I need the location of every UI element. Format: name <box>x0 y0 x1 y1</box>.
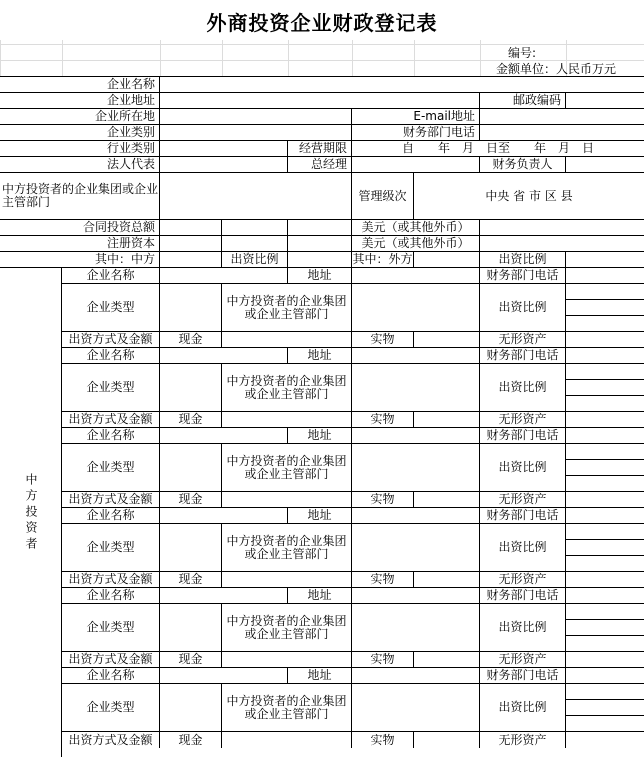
investor-ratio-label: 出资比例 <box>480 524 566 572</box>
investor-group-field[interactable] <box>352 604 480 652</box>
investor-group-label: 中方投资者的企业集团或企业主管部门 <box>222 444 352 492</box>
amount-unit-label: 金额单位：人民币万元 <box>496 62 617 76</box>
postal-code-field[interactable] <box>566 93 644 109</box>
investor-cash-label: 现金 <box>160 412 222 428</box>
investor-method-label: 出资方式及金额 <box>62 572 160 588</box>
investor-method-label: 出资方式及金额 <box>62 732 160 748</box>
industry-label: 行业类别 <box>0 141 160 157</box>
investor-address-field[interactable] <box>352 348 480 364</box>
of-which-foreign-label: 其中：外方 <box>352 252 413 266</box>
foreign-amount-field[interactable] <box>414 252 480 268</box>
investor-name-field[interactable] <box>160 348 288 364</box>
investor-address-label: 地址 <box>288 348 352 364</box>
investor-phone-field[interactable] <box>566 668 644 684</box>
investor-ratio-field[interactable] <box>566 524 644 540</box>
investor-ratio-label: 出资比例 <box>480 684 566 732</box>
registered-capital-field-2[interactable] <box>222 236 288 252</box>
investor-in-kind-label: 实物 <box>352 492 414 508</box>
investor-phone-field[interactable] <box>566 588 644 604</box>
registered-capital-field-3[interactable] <box>288 236 352 252</box>
investor-name-field[interactable] <box>160 668 288 684</box>
investor-phone-label: 财务部门电话 <box>480 668 566 684</box>
investor-ratio-field[interactable] <box>566 444 644 460</box>
investor-ratio-label: 出资比例 <box>480 604 566 652</box>
investor-intangible-field[interactable] <box>566 412 644 428</box>
chinese-group-label: 中方投资者的企业集团或企业主管部门 <box>0 173 160 220</box>
admin-level-options[interactable]: 中央 省 市 区 县 <box>414 173 644 220</box>
email-label: E-mail地址 <box>352 109 480 125</box>
finance-head-field[interactable] <box>566 157 644 173</box>
investor-in-kind-label: 实物 <box>352 412 414 428</box>
company-type-label: 企业类别 <box>0 125 160 141</box>
number-label: 编号: <box>508 46 537 60</box>
investor-type-field[interactable] <box>160 684 222 732</box>
investor-ratio-field[interactable] <box>566 556 644 572</box>
registered-capital-field-1[interactable] <box>160 236 222 252</box>
investor-ratio-field[interactable] <box>566 460 644 476</box>
investor-ratio-field[interactable] <box>566 476 644 492</box>
investor-cash-field[interactable] <box>222 332 352 348</box>
foreign-ratio-label: 出资比例 <box>480 252 566 268</box>
investor-ratio-field[interactable] <box>566 684 644 700</box>
investor-cash-label: 现金 <box>160 732 222 748</box>
investor-ratio-field[interactable] <box>566 540 644 556</box>
contract-currency-label: 美元（或其他外币） <box>352 220 480 236</box>
investor-name-field[interactable] <box>160 268 288 284</box>
investor-group-field[interactable] <box>352 684 480 732</box>
investor-cash-field[interactable] <box>222 492 352 508</box>
registered-capital-label: 注册资本 <box>0 236 160 252</box>
general-manager-label: 总经理 <box>288 157 352 173</box>
investor-ratio-label: 出资比例 <box>480 364 566 412</box>
investor-address-label: 地址 <box>288 268 352 284</box>
investor-intangible-label: 无形资产 <box>480 652 566 668</box>
company-name-field[interactable] <box>160 77 644 93</box>
investor-address-field[interactable] <box>352 428 480 444</box>
form-title: 外商投资企业财政登记表 <box>206 11 438 35</box>
of-which-chinese-label: 其中：中方 <box>0 252 160 268</box>
investor-in-kind-field[interactable] <box>414 332 480 348</box>
investor-ratio-field[interactable] <box>566 636 644 652</box>
investor-phone-field[interactable] <box>566 508 644 524</box>
company-address-field[interactable] <box>160 93 480 109</box>
investor-cash-field[interactable] <box>222 732 352 748</box>
general-manager-field[interactable] <box>352 157 480 173</box>
investor-name-field[interactable] <box>160 508 288 524</box>
investor-ratio-field[interactable] <box>566 316 644 332</box>
investor-intangible-field[interactable] <box>566 332 644 348</box>
investor-group-field[interactable] <box>352 284 480 332</box>
chinese-investor-side-label: 中方投资者 <box>0 268 62 757</box>
investor-type-field[interactable] <box>160 524 222 572</box>
investor-name-field[interactable] <box>160 588 288 604</box>
investor-in-kind-field[interactable] <box>414 732 480 748</box>
industry-field[interactable] <box>160 141 288 157</box>
operating-period-field[interactable]: 自 年 月 日至 年 月 日 <box>352 141 644 157</box>
investor-cash-label: 现金 <box>160 572 222 588</box>
legal-rep-field[interactable] <box>160 157 288 173</box>
investor-ratio-field[interactable] <box>566 364 644 380</box>
company-name-label: 企业名称 <box>0 77 160 93</box>
investor-phone-label: 财务部门电话 <box>480 588 566 604</box>
investor-type-label: 企业类型 <box>62 604 160 652</box>
operating-period-label: 经营期限 <box>288 141 352 157</box>
email-field[interactable] <box>480 109 644 125</box>
investor-phone-label: 财务部门电话 <box>480 268 566 284</box>
investor-group-field[interactable] <box>352 364 480 412</box>
investor-in-kind-label: 实物 <box>352 572 414 588</box>
investor-in-kind-field[interactable] <box>414 412 480 428</box>
investor-phone-field[interactable] <box>566 348 644 364</box>
investor-intangible-field[interactable] <box>566 572 644 588</box>
investor-method-label: 出资方式及金额 <box>62 652 160 668</box>
location-field[interactable] <box>160 109 352 125</box>
investor-ratio-field[interactable] <box>566 300 644 316</box>
foreign-ratio-field[interactable] <box>566 252 644 268</box>
investor-name-label: 企业名称 <box>62 268 160 284</box>
investor-method-label: 出资方式及金额 <box>62 332 160 348</box>
investor-phone-label: 财务部门电话 <box>480 428 566 444</box>
investor-in-kind-field[interactable] <box>414 572 480 588</box>
investor-ratio-field[interactable] <box>566 700 644 716</box>
investor-address-label: 地址 <box>288 668 352 684</box>
investor-cash-label: 现金 <box>160 652 222 668</box>
investor-type-field[interactable] <box>160 604 222 652</box>
investor-phone-field[interactable] <box>566 268 644 284</box>
investor-name-label: 企业名称 <box>62 588 160 604</box>
investor-in-kind-field[interactable] <box>414 492 480 508</box>
investor-intangible-label: 无形资产 <box>480 412 566 428</box>
investor-intangible-field[interactable] <box>566 732 644 748</box>
investor-intangible-label: 无形资产 <box>480 732 566 748</box>
investor-ratio-field[interactable] <box>566 380 644 396</box>
investor-ratio-label: 出资比例 <box>480 284 566 332</box>
chinese-group-field[interactable] <box>160 173 352 220</box>
investor-type-label: 企业类型 <box>62 684 160 732</box>
investor-group-label: 中方投资者的企业集团或企业主管部门 <box>222 284 352 332</box>
investor-ratio-field[interactable] <box>566 716 644 732</box>
investor-cash-label: 现金 <box>160 332 222 348</box>
investor-address-label: 地址 <box>288 428 352 444</box>
investor-ratio-field[interactable] <box>566 396 644 412</box>
investor-ratio-label: 出资比例 <box>480 444 566 492</box>
investor-address-field[interactable] <box>352 268 480 284</box>
investor-cash-label: 现金 <box>160 492 222 508</box>
investor-type-label: 企业类型 <box>62 444 160 492</box>
postal-code-label: 邮政编码 <box>480 93 566 109</box>
registered-currency-label: 美元（或其他外币） <box>352 236 480 252</box>
investor-type-field[interactable] <box>160 364 222 412</box>
chinese-ratio-field[interactable] <box>288 252 352 268</box>
finance-phone-label: 财务部门电话 <box>352 125 480 141</box>
registered-currency-field[interactable] <box>480 236 644 252</box>
investor-name-label: 企业名称 <box>62 428 160 444</box>
investor-group-label: 中方投资者的企业集团或企业主管部门 <box>222 364 352 412</box>
contract-total-label: 合同投资总额 <box>0 220 160 236</box>
investor-name-label: 企业名称 <box>62 508 160 524</box>
investor-intangible-field[interactable] <box>566 652 644 668</box>
investor-intangible-label: 无形资产 <box>480 492 566 508</box>
investor-type-label: 企业类型 <box>62 364 160 412</box>
contract-total-field-2[interactable] <box>222 220 288 236</box>
investor-method-label: 出资方式及金额 <box>62 412 160 428</box>
investor-phone-field[interactable] <box>566 428 644 444</box>
investor-address-field[interactable] <box>352 668 480 684</box>
location-label: 企业所在地 <box>0 109 160 125</box>
investor-intangible-field[interactable] <box>566 492 644 508</box>
investor-ratio-field[interactable] <box>566 284 644 300</box>
investor-ratio-field[interactable] <box>566 604 644 620</box>
investor-name-label: 企业名称 <box>62 668 160 684</box>
investor-in-kind-label: 实物 <box>352 652 414 668</box>
investor-address-label: 地址 <box>288 588 352 604</box>
investor-cash-field[interactable] <box>222 652 352 668</box>
investor-name-label: 企业名称 <box>62 348 160 364</box>
investor-in-kind-field[interactable] <box>414 652 480 668</box>
investor-cash-field[interactable] <box>222 412 352 428</box>
investor-phone-label: 财务部门电话 <box>480 348 566 364</box>
investor-address-label: 地址 <box>288 508 352 524</box>
contract-total-field-3[interactable] <box>288 220 352 236</box>
investor-type-field[interactable] <box>160 444 222 492</box>
investor-type-field[interactable] <box>160 284 222 332</box>
admin-level-label: 管理级次 <box>352 173 414 220</box>
finance-phone-field[interactable] <box>480 125 644 141</box>
investor-group-field[interactable] <box>352 524 480 572</box>
investor-method-label: 出资方式及金额 <box>62 492 160 508</box>
legal-rep-label: 法人代表 <box>0 157 160 173</box>
investor-intangible-label: 无形资产 <box>480 572 566 588</box>
investor-name-field[interactable] <box>160 428 288 444</box>
investor-group-label: 中方投资者的企业集团或企业主管部门 <box>222 684 352 732</box>
investor-ratio-field[interactable] <box>566 620 644 636</box>
investor-address-field[interactable] <box>352 588 480 604</box>
company-type-field[interactable] <box>160 125 352 141</box>
investor-group-field[interactable] <box>352 444 480 492</box>
investor-address-field[interactable] <box>352 508 480 524</box>
finance-head-label: 财务负责人 <box>480 157 566 173</box>
investor-phone-label: 财务部门电话 <box>480 508 566 524</box>
investor-group-label: 中方投资者的企业集团或企业主管部门 <box>222 524 352 572</box>
investor-type-label: 企业类型 <box>62 524 160 572</box>
investor-type-label: 企业类型 <box>62 284 160 332</box>
investor-intangible-label: 无形资产 <box>480 332 566 348</box>
investor-cash-field[interactable] <box>222 572 352 588</box>
chinese-amount-field[interactable] <box>160 252 222 268</box>
contract-total-field-1[interactable] <box>160 220 222 236</box>
chinese-ratio-label: 出资比例 <box>222 252 288 268</box>
investor-group-label: 中方投资者的企业集团或企业主管部门 <box>222 604 352 652</box>
investor-in-kind-label: 实物 <box>352 332 414 348</box>
investor-in-kind-label: 实物 <box>352 732 414 748</box>
contract-currency-field[interactable] <box>480 220 644 236</box>
company-address-label: 企业地址 <box>0 93 160 109</box>
